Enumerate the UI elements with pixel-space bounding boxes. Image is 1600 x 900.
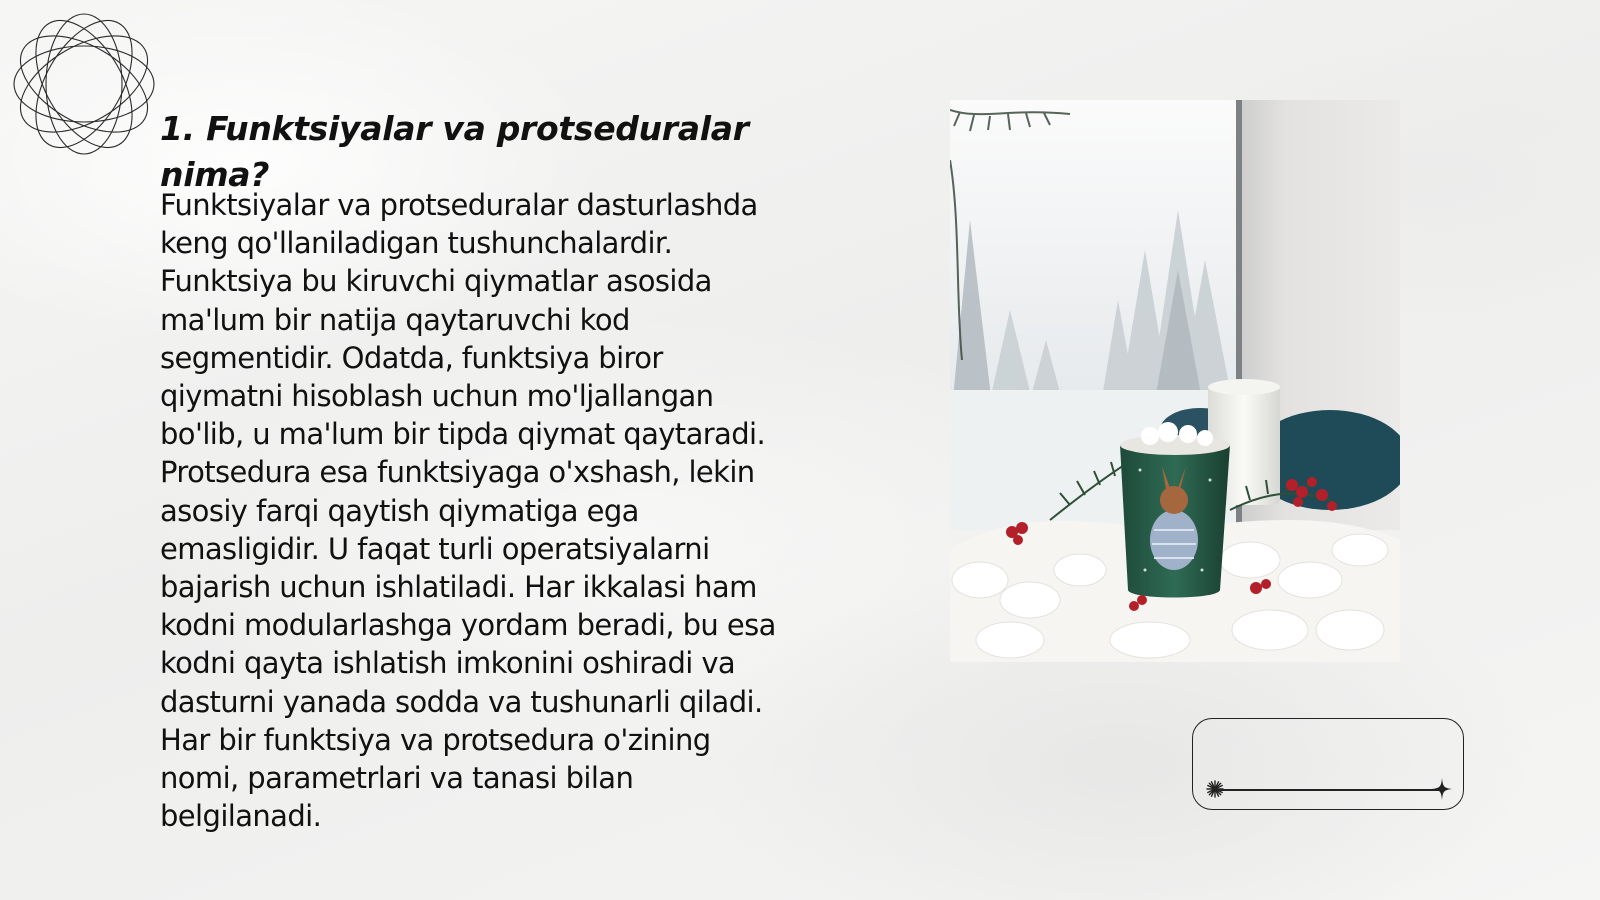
slide-title: 1. Funktsiyalar va protseduralar nima?: [160, 109, 749, 194]
sparkle-icon: [1431, 777, 1453, 801]
decorative-line: [1213, 789, 1443, 791]
slide-body-text: Funktsiyalar va protseduralar dasturlashda keng qo'llaniladigan tushunchalardir. Funktsiya bu kiruvchi qiymatlar asosida ma'lum bir natija qaytaruvchi kod segmentidir. Odatda, funktsiya biror qiymatni hisoblash uchun mo'ljallangan bo'lib, u ma'lum bir tipda qiymat qaytaradi. Protsedura esa funktsiyaga o'xshash, lekin asosiy farqi qaytish qiymatiga ega emasligidir. U faqat turli operatsiyalarni bajarish uchun ishlatiladi. Har ikkalasi ham kodni modularlashga yordam beradi, bu esa kodni qayta ishlatish imkonini oshiradi va dasturni yanada sodda va tushunarli qiladi. Har bir funktsiya va protsedura o'zining nomi, parametrlari va tanasi bilan belgilanadi.: [160, 188, 776, 834]
winter-window-cocoa-mug-photo: [950, 100, 1400, 662]
orbit-rings-icon: [10, 10, 158, 158]
starburst-icon: [1205, 779, 1225, 799]
decorative-line-frame: [1192, 718, 1464, 810]
